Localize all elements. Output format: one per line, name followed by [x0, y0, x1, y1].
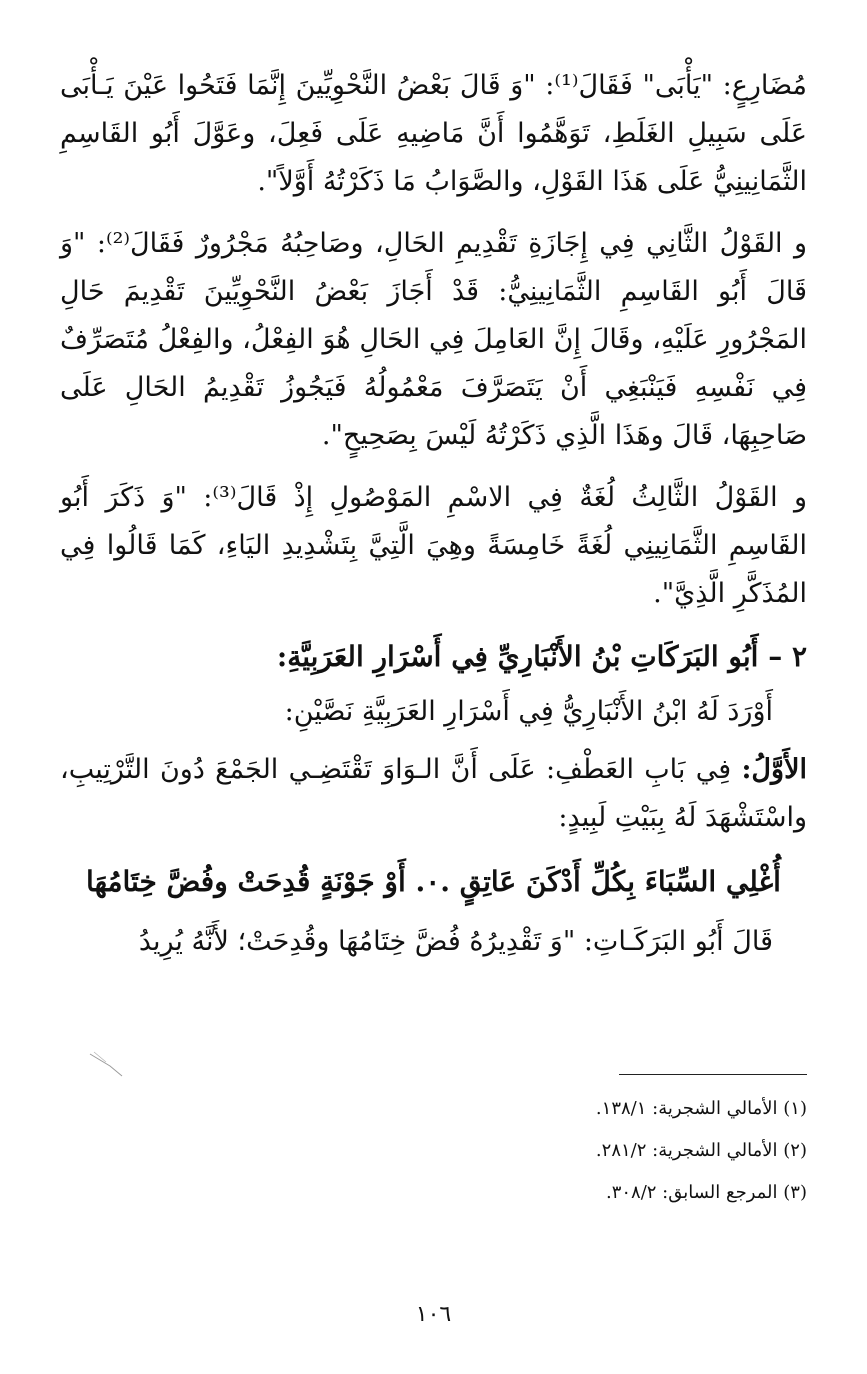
closing-line: قَالَ أَبُو البَرَكَـاتِ: "وَ تَقْدِيرُهُ فُضَّ خِتَامُهَا وقُدِحَتْ؛ لأَنَّهُ يُرِيدُ [138, 926, 773, 957]
footnote-1: (١) الأمالي الشجرية: ١٣٨/١. [595, 1098, 807, 1119]
paragraph-2: و القَوْلُ الثَّانِي فِي إِجَازَةِ تَقْدِيمِ الحَالِ، وصَاحِبُهُ مَجْرُورٌ فَقَالَ⁽²⁾: "وَ قَالَ أَبُو القَاسِمِ الثَّمَانِينِيُّ: قَدْ أَجَازَ بَعْضُ النَّحْوِيِّينَ تَقْدِيمَ حَالِ المَجْرُورِ عَلَيْهِ، وقَالَ إِنَّ العَامِلَ فِي الحَالِ هُوَ الفِعْلُ، والفِعْلُ مُتَصَرِّفٌ فِي نَفْسِهِ فَيَنْبَغِي أَنْ يَتَصَرَّفَ مَعْمُولُهُ فَيَجُوزُ تَقْدِيمُ الحَالِ عَلَى صَاحِبِهَا، قَالَ وهَذَا الَّذِي ذَكَرْتُهُ لَيْسَ بِصَحِيحٍ". [60, 228, 807, 451]
paragraph-1: مُضَارِعٍ: "يَأْبَى" فَقَالَ⁽¹⁾: "وَ قَالَ بَعْضُ النَّحْوِيِّينَ إِنَّمَا فَتَحُوا عَيْنَ يَـأْبَى عَلَى سَبِيلِ الغَلَطِ، تَوَهَّمُوا أَنَّ مَاضِيهِ عَلَى فَعِلَ، وعَوَّلَ أَبُو القَاسِمِ الثَّمَانِينِيُّ عَلَى هَذَا القَوْلِ، والصَّوَابُ مَا ذَكَرْتُهُ أَوَّلاً". [60, 70, 807, 197]
footnote-2: (٢) الأمالي الشجرية: ٢٨١/٢. [595, 1140, 807, 1161]
footnotes [60, 1094, 807, 1220]
page-number: ١٠٦ [415, 1302, 452, 1327]
first-item [60, 746, 807, 842]
first-item-text: فِي بَابِ العَطْفِ: عَلَى أَنَّ الـوَاوَ تَقْتَضِـي الجَمْعَ دُونَ التَّرْتِيبِ، واسْتَشْهَدَ لَهُ بِبَيْتِ لَبِيدٍ: [60, 754, 807, 833]
intro-line: أَوْرَدَ لَهُ ابْنُ الأَنْبَارِيُّ فِي أَسْرَارِ العَرَبِيَّةِ نَصَّيْنِ: [284, 696, 773, 727]
poetry-verse: أُغْلِي السِّبَاءَ بِكُلِّ أَدْكَنَ عَاتِقٍ .٠. أَوْ جَوْنَةٍ قُدِحَتْ وفُضَّ خِتَامُهَا [86, 865, 781, 898]
first-item-label: الأَوَّلُ: [741, 754, 807, 785]
footnote-separator [619, 1074, 807, 1075]
paragraph-3: و القَوْلُ الثَّالِثُ لُغَةٌ فِي الاسْمِ المَوْصُولِ إِذْ قَالَ⁽³⁾: "وَ ذَكَرَ أَبُو القَاسِمِ الثَّمَانِينِي لُغَةً خَامِسَةً وهِيَ الَّتِيَّ بِتَشْدِيدِ اليَاءِ، كَمَا قَالُوا فِي المُذَكَّرِ الَّذِيَّ". [60, 482, 807, 609]
footnote-3: (٣) المرجع السابق: ٣٠٨/٢. [605, 1182, 807, 1203]
pencil-mark-icon [88, 1050, 128, 1080]
section-heading: ٢ – أَبُو البَرَكَاتِ بْنُ الأَنْبَارِيِّ فِي أَسْرَارِ العَرَبِيَّةِ: [276, 640, 807, 673]
main-text [60, 62, 807, 976]
